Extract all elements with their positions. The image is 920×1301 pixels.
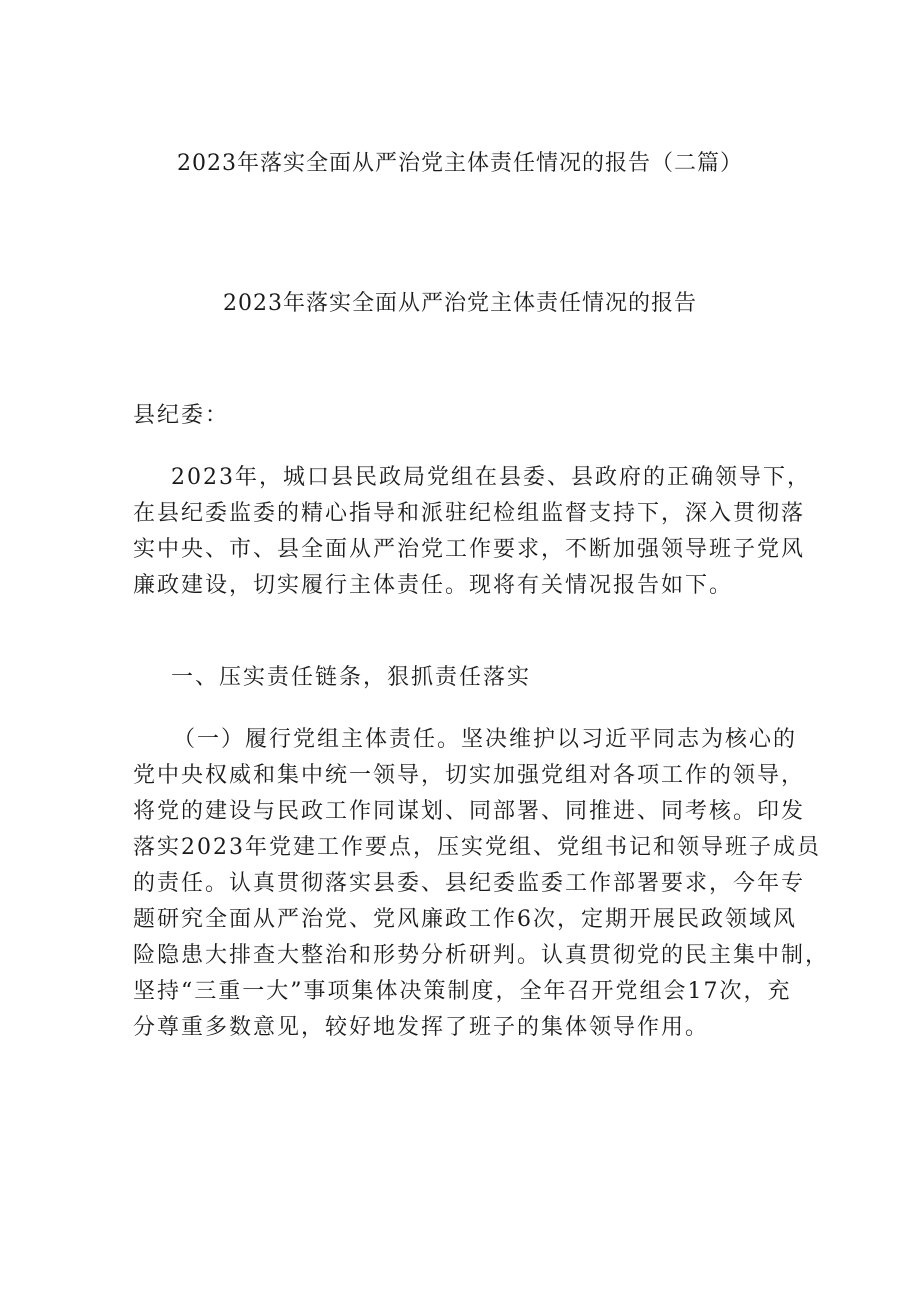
paragraph-line: 廉政建设，切实履行主体责任。现将有关情况报告如下。 (133, 573, 734, 598)
paragraph-line: 坚持“三重一大”事项集体决策制度，全年召开党组会17次，充 (133, 979, 792, 1004)
paragraph-line: 的责任。认真贯彻落实县委、县纪委监委工作部署要求，今年专 (133, 871, 806, 896)
paragraph-line: 在县纪委监委的精心指导和派驻纪检组监督支持下，深入贯彻落 (133, 501, 806, 526)
paragraph-line: 2023年，城口县民政局党组在县委、县政府的正确领导下， (171, 465, 811, 490)
section-heading: 一、压实责任链条，狠抓责任落实 (171, 665, 532, 690)
paragraph-line: 将党的建设与民政工作同谋划、同部署、同推进、同考核。印发 (133, 799, 806, 824)
intro-paragraph (133, 460, 811, 604)
report-title: 2023年落实全面从严治党主体责任情况的报告 (223, 291, 697, 316)
paragraph-line: 分尊重多数意见，较好地发挥了班子的集体领导作用。 (133, 1015, 710, 1040)
document-title: 2023年落实全面从严治党主体责任情况的报告（二篇） (177, 151, 743, 176)
section-paragraph (133, 722, 830, 1046)
paragraph-line: 落实2023年党建工作要点，压实党组、党组书记和领导班子成员 (133, 835, 821, 860)
paragraph-line: 险隐患大排查大整治和形势分析研判。认真贯彻党的民主集中制， (133, 943, 830, 968)
paragraph-line: 实中央、市、县全面从严治党工作要求，不断加强领导班子党风 (133, 537, 806, 562)
paragraph-line: （一）履行党组主体责任。坚决维护以习近平同志为核心的 (173, 727, 798, 752)
paragraph-line: 题研究全面从严治党、党风廉政工作6次，定期开展民政领域风 (133, 907, 797, 932)
salutation: 县纪委： (133, 403, 230, 428)
paragraph-line: 党中央权威和集中统一领导，切实加强党组对各项工作的领导， (133, 763, 806, 788)
